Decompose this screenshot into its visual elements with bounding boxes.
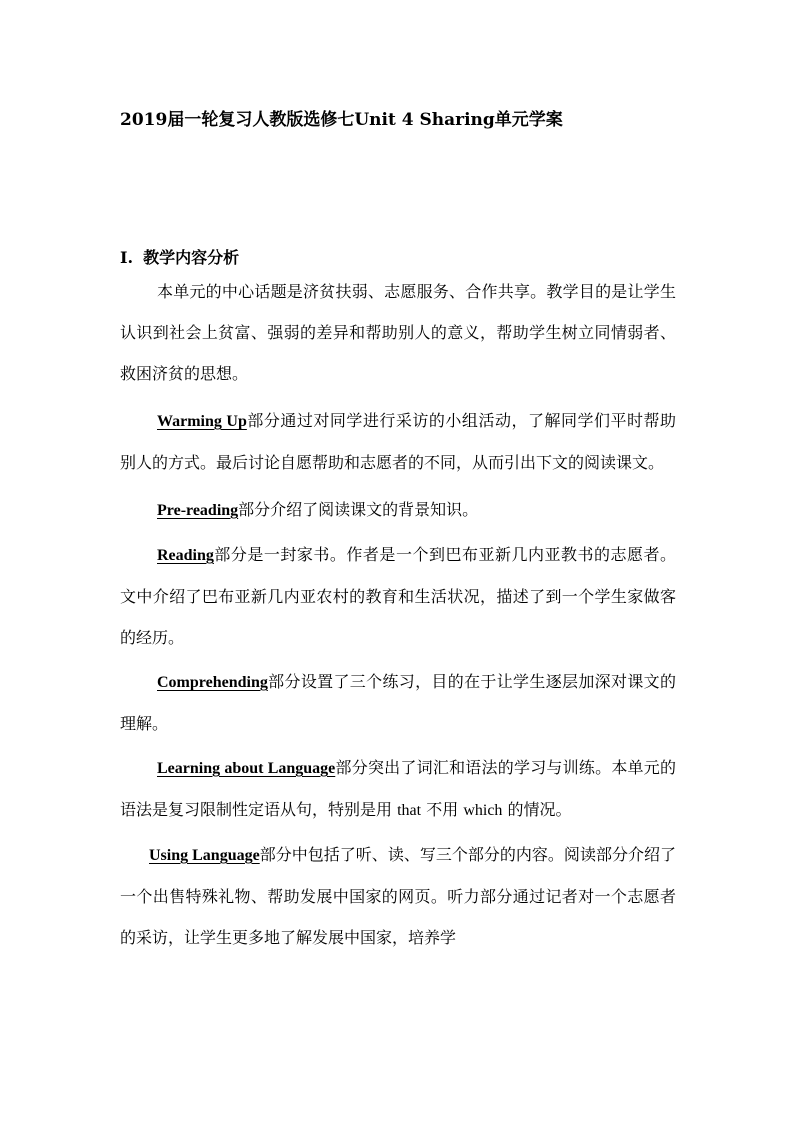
paragraph-text: 部分通过对同学进行采访的小组活动，了解同学们平时帮助别人的方式。最后讨论自愿帮助和志愿者的不同，从而引出下文的阅读课文。 bbox=[120, 411, 676, 472]
paragraph-pre-reading bbox=[120, 489, 676, 531]
term-comprehending: Comprehending bbox=[157, 674, 268, 691]
term-using-language: Using Language bbox=[149, 847, 260, 864]
body-text bbox=[120, 271, 676, 958]
paragraph-text: 部分是一封家书。作者是一个到巴布亚新几内亚教书的志愿者。文中介绍了巴布亚新几内亚农村的教育和生活状况，描述了到一个学生家做客的经历。 bbox=[120, 545, 676, 647]
term-warming-up: Warming Up bbox=[157, 413, 247, 430]
section-number: I. bbox=[120, 248, 134, 267]
document-title: 2019届一轮复习人教版选修七Unit 4 Sharing单元学案 bbox=[120, 110, 563, 130]
paragraph-reading bbox=[120, 534, 676, 658]
paragraph-text: 部分介绍了阅读课文的背景知识。 bbox=[238, 500, 479, 519]
term-learning-about-language: Learning about Language bbox=[157, 760, 336, 777]
term-pre-reading: Pre-reading bbox=[157, 502, 239, 519]
paragraph-learning-about-language bbox=[120, 747, 676, 831]
paragraph-warming-up bbox=[120, 400, 676, 483]
paragraph-text: 部分中包括了听、读、写三个部分的内容。阅读部分介绍了一个出售特殊礼物、帮助发展中国家的网页。听力部分通过记者对一个志愿者的采访，让学生更多地了解发展中国家，培养学 bbox=[120, 845, 676, 947]
paragraph-text: 部分突出了词汇和语法的学习与训练。本单元的语法是复习限制性定语从句，特别是用 bbox=[120, 758, 676, 819]
term-reading: Reading bbox=[157, 547, 214, 564]
section-heading bbox=[120, 245, 239, 268]
paragraph-comprehending bbox=[120, 661, 676, 744]
paragraph-text: 不用 bbox=[426, 800, 459, 819]
paragraph-intro bbox=[120, 271, 676, 394]
section-heading-text: 教学内容分析 bbox=[143, 248, 240, 267]
word-which: which bbox=[463, 802, 503, 819]
paragraph-using-language bbox=[120, 834, 676, 958]
paragraph-text: 本单元的中心话题是济贫扶弱、志愿服务、合作共享。教学目的是让学生认识到社会上贫富、强弱的差异和帮助别人的意义，帮助学生树立同情弱者、救困济贫的思想。 bbox=[120, 282, 676, 383]
paragraph-text: 部分设置了三个练习，目的在于让学生逐层加深对课文的理解。 bbox=[120, 672, 676, 733]
paragraph-text: 的情况。 bbox=[507, 800, 572, 819]
word-that: that bbox=[397, 802, 422, 819]
